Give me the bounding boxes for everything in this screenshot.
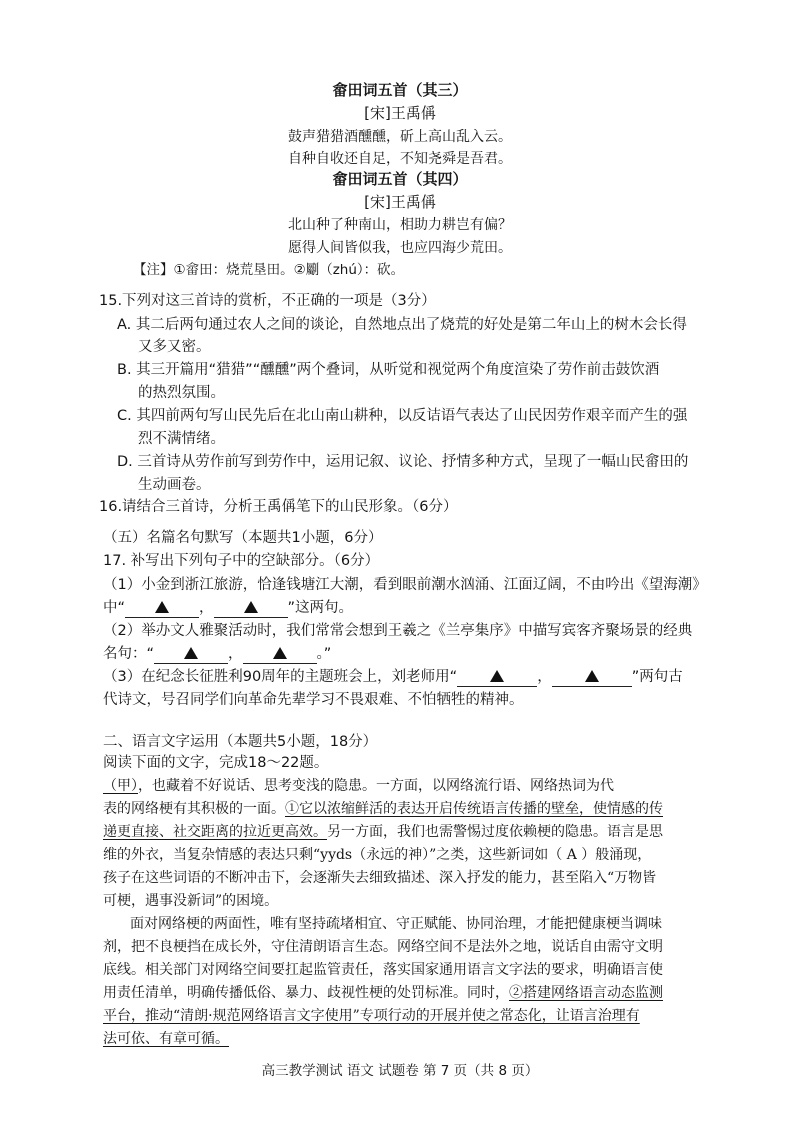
q16-stem: 16.请结合三首诗，分析王禹偁笔下的山民形象。（6分） — [99, 499, 458, 515]
passage-p2-line2: 剂，把不良梗挡在成长外，守住清朗语言生态。网络空间不是法外之地，说话自由需守文明 — [103, 939, 663, 955]
q17-part3-blank1[interactable] — [457, 670, 537, 687]
poem3-line1: 鼓声猎猎酒醺醺，斫上高山乱入云。 — [288, 129, 512, 145]
q17-part3-line2: 代诗文，号召同学们向革命先辈学习不畏艰难、不怕牺牲的精神。 — [103, 692, 524, 708]
triangle-icon — [490, 670, 504, 682]
q17-part3-blank2[interactable] — [552, 670, 632, 687]
q17-part1-blank1[interactable] — [125, 601, 199, 618]
q17-part2-line1: （2）举办文人雅聚活动时，我们常常会想到王羲之《兰亭集序》中描写宾客齐聚场景的经典 — [103, 623, 693, 639]
poem4-author: [宋]王禹偁 — [364, 193, 436, 211]
passage-p1-line3: 递更直接、社交距离的拉近更高效。另一方面，我们也需警惕过度依赖梗的隐患。语言是思 — [103, 824, 663, 840]
passage-p2-line6: 法可依、有章可循。 — [103, 1031, 229, 1047]
poem4-line1: 北山种了种南山，相助力耕岂有偏？ — [288, 217, 512, 233]
q15-option-b-line2: 的热烈氛围。 — [138, 385, 225, 401]
passage-p1-line1: （甲），也藏着不好说话、思考变浅的隐患。一方面，以网络流行语、网络热词为代 — [103, 778, 614, 794]
triangle-icon — [585, 670, 599, 682]
q17-part3-line1: （3）在纪念长征胜利90周年的主题班会上，刘老师用“ ， ”两句古 — [103, 669, 683, 685]
passage-p1-line2: 表的网络梗有其积极的一面。①它以浓缩鲜活的表达开启传统语言传播的壁垒，使情感的传 — [103, 801, 663, 817]
poem4-title: 畲田词五首（其四） — [332, 170, 468, 188]
q17-part2-blank2[interactable] — [243, 647, 317, 664]
passage-p2-line5: 平台，推动“清朗·规范网络语言文字使用”专项行动的开展并使之常态化，让语言治理有 — [103, 1008, 640, 1024]
poem3-line2: 自种自收还自足，不知尧舜是吾君。 — [288, 151, 512, 167]
passage-p1-line6: 可梗，遇事没新词”的困境。 — [103, 893, 279, 909]
passage-p2-line1: 面对网络梗的两面性，唯有坚持疏堵相宜、守正赋能、协同治理，才能把健康梗当调味 — [130, 916, 662, 932]
q15-stem: 15.下列对这三首诗的赏析，不正确的一项是（3分） — [99, 293, 436, 309]
underlined-sentence-1: ①它以浓缩鲜活的表达开启传统语言传播的壁垒，使情感的传 — [285, 801, 663, 817]
q15-option-a-line2: 又多又密。 — [138, 339, 211, 355]
passage-p1-line4: 维的外衣，当复杂情感的表达只剩“yyds（永远的神）”之类，这些新词如（ A ）般涌现， — [103, 847, 652, 863]
passage-p2-line3: 底线。相关部门对网络空间要扛起监管责任，落实国家通用语言文字法的要求，明确语言使 — [103, 962, 663, 978]
q17-part1-blank2[interactable] — [214, 601, 288, 618]
page-footer: 高三教学测试 语文 试题卷 第 7 页（共 8 页） — [261, 1063, 539, 1079]
q17-part1-line1: （1）小金到浙江旅游，恰逢钱塘江大潮，看到眼前潮水汹涌、江面辽阔，不由吟出《望海潮》 — [103, 577, 707, 593]
section2-instruction: 阅读下面的文字，完成18～22题。 — [103, 755, 329, 771]
passage-p1-line5: 孩子在这些词语的不断冲击下，会逐渐失去细致描述、深入抒发的能力，甚至陷入“万物皆 — [103, 870, 657, 886]
poem-note: 【注】①畲田：烧荒垦田。②劚（zhú）：砍。 — [133, 262, 405, 278]
poem3-author: [宋]王禹偁 — [364, 104, 436, 122]
poem3-title: 畲田词五首（其三） — [332, 81, 468, 99]
q15-option-a-line1: A. 其二后两句通过农人之间的谈论，自然地点出了烧荒的好处是第二年山上的树木会长得 — [117, 317, 687, 333]
q17-part2-blank1[interactable] — [154, 647, 228, 664]
triangle-icon — [273, 647, 287, 659]
q15-option-b-line1: B. 其三开篇用“猎猎”“醺醺”两个叠词，从听觉和视觉两个角度渲染了劳作前击鼓饮酒 — [117, 362, 660, 378]
q15-option-d-line1: D. 三首诗从劳作前写到劳作中，运用记叙、议论、抒情多种方式，呈现了一幅山民畲田的 — [117, 454, 689, 470]
q17-part2-line2: 名句：“ ， 。” — [103, 646, 332, 662]
section2-heading: 二、语言文字运用（本题共5小题，18分） — [103, 734, 378, 750]
q17-stem: 17. 补写出下列句子中的空缺部分。（6分） — [103, 553, 380, 569]
blank-jia: （甲） — [103, 778, 138, 794]
underlined-sentence-2: ②搭建网络语言动态监测 — [509, 985, 663, 1001]
triangle-icon — [244, 601, 258, 613]
q15-option-c-line1: C. 其四前两句写山民先后在北山南山耕种，以反诘语气表达了山民因劳作艰辛而产生的强 — [117, 408, 688, 424]
section5-heading: （五）名篇名句默写（本题共1小题，6分） — [103, 530, 383, 546]
triangle-icon — [155, 601, 169, 613]
q15-option-c-line2: 烈不满情绪。 — [138, 431, 225, 447]
triangle-icon — [184, 647, 198, 659]
q15-option-d-line2: 生动画卷。 — [138, 477, 211, 493]
poem4-line2: 愿得人间皆似我，也应四海少荒田。 — [288, 240, 512, 256]
q17-part1-line2: 中“ ， ”这两句。 — [103, 600, 354, 616]
passage-p2-line4: 用责任清单，明确传播低俗、暴力、歧视性梗的处罚标准。同时，②搭建网络语言动态监测 — [103, 985, 663, 1001]
